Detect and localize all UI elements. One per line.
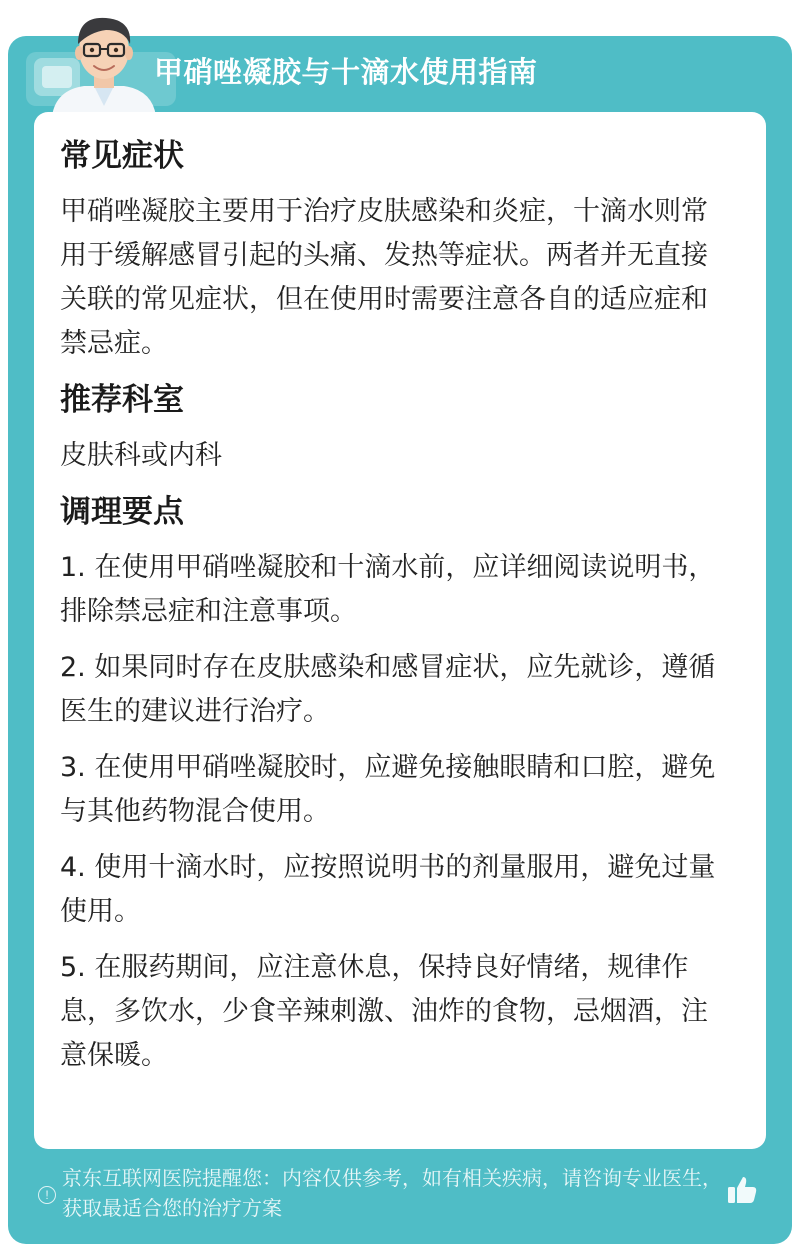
care-item: 3. 在使用甲硝唑凝胶时，应避免接触眼睛和口腔，避免与其他药物混合使用。 [60, 752, 716, 827]
care-item: 5. 在服药期间，应注意休息，保持良好情绪，规律作息，多饮水，少食辛辣刺激、油炸的食物，忌烟酒，注意保暖。 [60, 952, 708, 1071]
info-icon: ! [38, 1186, 56, 1204]
care-heading: 调理要点 [60, 494, 184, 530]
department-text: 皮肤科或内科 [60, 440, 222, 471]
care-item: 4. 使用十滴水时，应按照说明书的剂量服用，避免过量使用。 [60, 852, 716, 927]
care-item: 2. 如果同时存在皮肤感染和感冒症状，应先就诊，遵循医生的建议进行治疗。 [60, 652, 716, 727]
page-title: 甲硝唑凝胶与十滴水使用指南 [154, 55, 538, 89]
care-item: 1. 在使用甲硝唑凝胶和十滴水前，应详细阅读说明书，排除禁忌症和注意事项。 [60, 552, 716, 627]
thumbs-up-icon[interactable] [724, 1172, 760, 1208]
symptoms-heading: 常见症状 [60, 138, 184, 174]
department-heading: 推荐科室 [60, 382, 184, 418]
doctor-avatar [44, 6, 164, 116]
disclaimer-text: 京东互联网医院提醒您：内容仅供参考，如有相关疾病，请咨询专业医生，获取最适合您的治疗方案 [62, 1166, 722, 1220]
guide-content [60, 128, 730, 1090]
symptoms-text: 甲硝唑凝胶主要用于治疗皮肤感染和炎症，十滴水则常用于缓解感冒引起的头痛、发热等症状。两者并无直接关联的常见症状，但在使用时需要注意各自的适应症和禁忌症。 [60, 196, 708, 359]
